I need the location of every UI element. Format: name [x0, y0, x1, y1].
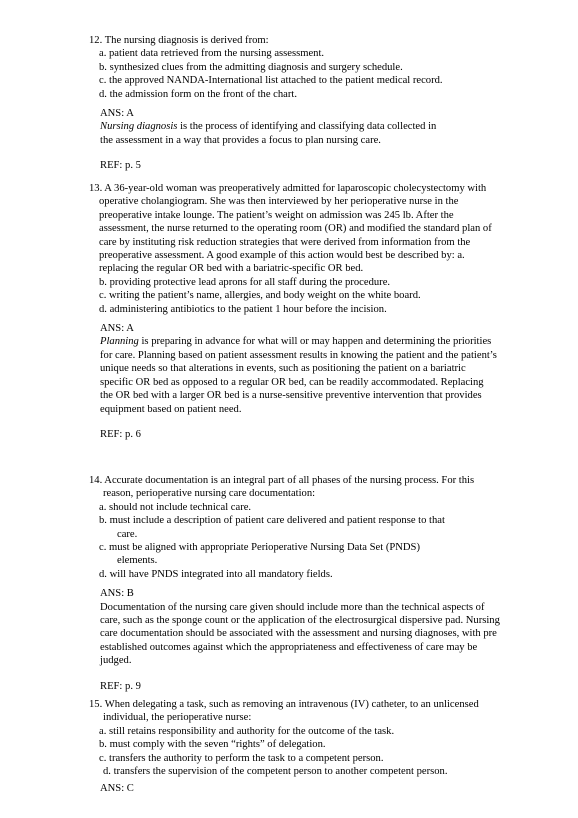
question-stem: preoperative intake lounge. The patient’s weight on admission was 245 lb. After the: [99, 209, 454, 221]
rationale-text: unique needs so that alterations in events, such as positioning the patient on a bariatric: [100, 363, 466, 375]
question-stem: preoperative assessment. A good example of this action would best be described by: a.: [99, 250, 465, 262]
question-14: [0, 474, 578, 693]
question-stem: 12. The nursing diagnosis is derived from:: [89, 35, 269, 46]
question-stem: operative cholangiogram. She was then interviewed by her perioperative nurse in the: [99, 196, 459, 208]
question-15: [0, 698, 578, 796]
rationale-text: specific OR bed as opposed to a regular OR bed, can be readily accommodated. Replacing: [100, 376, 484, 388]
rationale-text: for care. Planning based on patient assessment results in knowing the patient and the patient’s: [100, 349, 497, 361]
option-d: d. transfers the supervision of the competent person to another competent person.: [103, 766, 448, 778]
question-stem: 15. When delegating a task, such as removing an intravenous (IV) catheter, to an unlicensed: [89, 699, 479, 710]
question-stem: reason, perioperative nursing care documentation:: [103, 488, 316, 500]
option-a: a. should not include technical care.: [99, 501, 252, 513]
question-stem: assessment, the nurse returned to the operating room (OR) and modified the standard plan of: [99, 223, 492, 235]
option-b-continued: care.: [117, 528, 138, 540]
rationale-text: is preparing in advance for what will or may happen and determining the priorities: [138, 336, 492, 348]
rationale: [100, 335, 578, 348]
option-c: c. must be aligned with appropriate Perioperative Nursing Data Set (PNDS): [99, 542, 420, 554]
answer: ANS: A: [100, 108, 134, 120]
option-d: d. will have PNDS integrated into all mandatory fields.: [99, 568, 333, 580]
rationale-text: Documentation of the nursing care given should include more than the technical aspects of: [100, 601, 485, 613]
rationale-text: the assessment in a way that provides a focus to plan nursing care.: [100, 134, 381, 146]
rationale: [100, 120, 578, 133]
reference: REF: p. 6: [100, 428, 141, 440]
rationale-text: the OR bed with a larger OR bed is a nurse-sensitive preventive intervention that provides: [100, 390, 482, 402]
option-b: b. must include a description of patient care delivered and patient response to that: [99, 515, 445, 527]
reference: REF: p. 5: [100, 160, 141, 172]
rationale-text: equipment based on patient need.: [100, 403, 242, 415]
rationale-term: Nursing diagnosis: [100, 121, 178, 133]
rationale-text: established outcomes against which the appropriateness and effectiveness of care may be: [100, 641, 478, 653]
rationale-text: care, such as the sponge count or the application of the electrosurgical dispersive pad. Nursing: [100, 615, 500, 627]
option-d: d. administering antibiotics to the patient 1 hour before the incision.: [99, 303, 387, 315]
rationale-term: Planning: [100, 336, 139, 348]
option-b: b. synthesized clues from the admitting diagnosis and surgery schedule.: [99, 61, 403, 73]
rationale-text: judged.: [100, 655, 132, 667]
rationale-text: is the process of identifying and classifying data collected in: [177, 121, 437, 133]
question-stem: individual, the perioperative nurse:: [103, 712, 252, 724]
option-c: c. the approved NANDA-International list attached to the patient medical record.: [99, 75, 443, 87]
option-b: b. providing protective lead aprons for all staff during the procedure.: [99, 276, 391, 288]
question-stem: 13. A 36-year-old woman was preoperatively admitted for laparoscopic cholecystectomy with: [89, 183, 487, 194]
rationale-text: care documentation should be associated with the assessment and nursing diagnoses, with pre: [100, 628, 497, 640]
option-d: d. the admission form on the front of the chart.: [99, 88, 297, 100]
answer: ANS: A: [100, 323, 134, 335]
question-12: [0, 34, 578, 173]
answer: ANS: C: [100, 783, 134, 795]
reference: REF: p. 9: [100, 680, 141, 692]
option-a: replacing the regular OR bed with a bariatric-specific OR bed.: [99, 263, 364, 275]
option-c: c. transfers the authority to perform the task to a competent person.: [99, 752, 384, 764]
option-a: a. still retains responsibility and authority for the outcome of the task.: [99, 725, 395, 737]
question-13: [0, 182, 578, 441]
option-b: b. must comply with the seven “rights” of delegation.: [99, 739, 326, 751]
option-c-continued: elements.: [117, 555, 158, 567]
answer: ANS: B: [100, 588, 134, 600]
option-c: c. writing the patient’s name, allergies, and body weight on the white board.: [99, 290, 421, 302]
option-a: a. patient data retrieved from the nursing assessment.: [99, 48, 325, 60]
question-stem: 14. Accurate documentation is an integral part of all phases of the nursing process. For this: [89, 475, 475, 486]
question-stem: care by instituting risk reduction strategies that were derived from information from the: [99, 236, 471, 248]
